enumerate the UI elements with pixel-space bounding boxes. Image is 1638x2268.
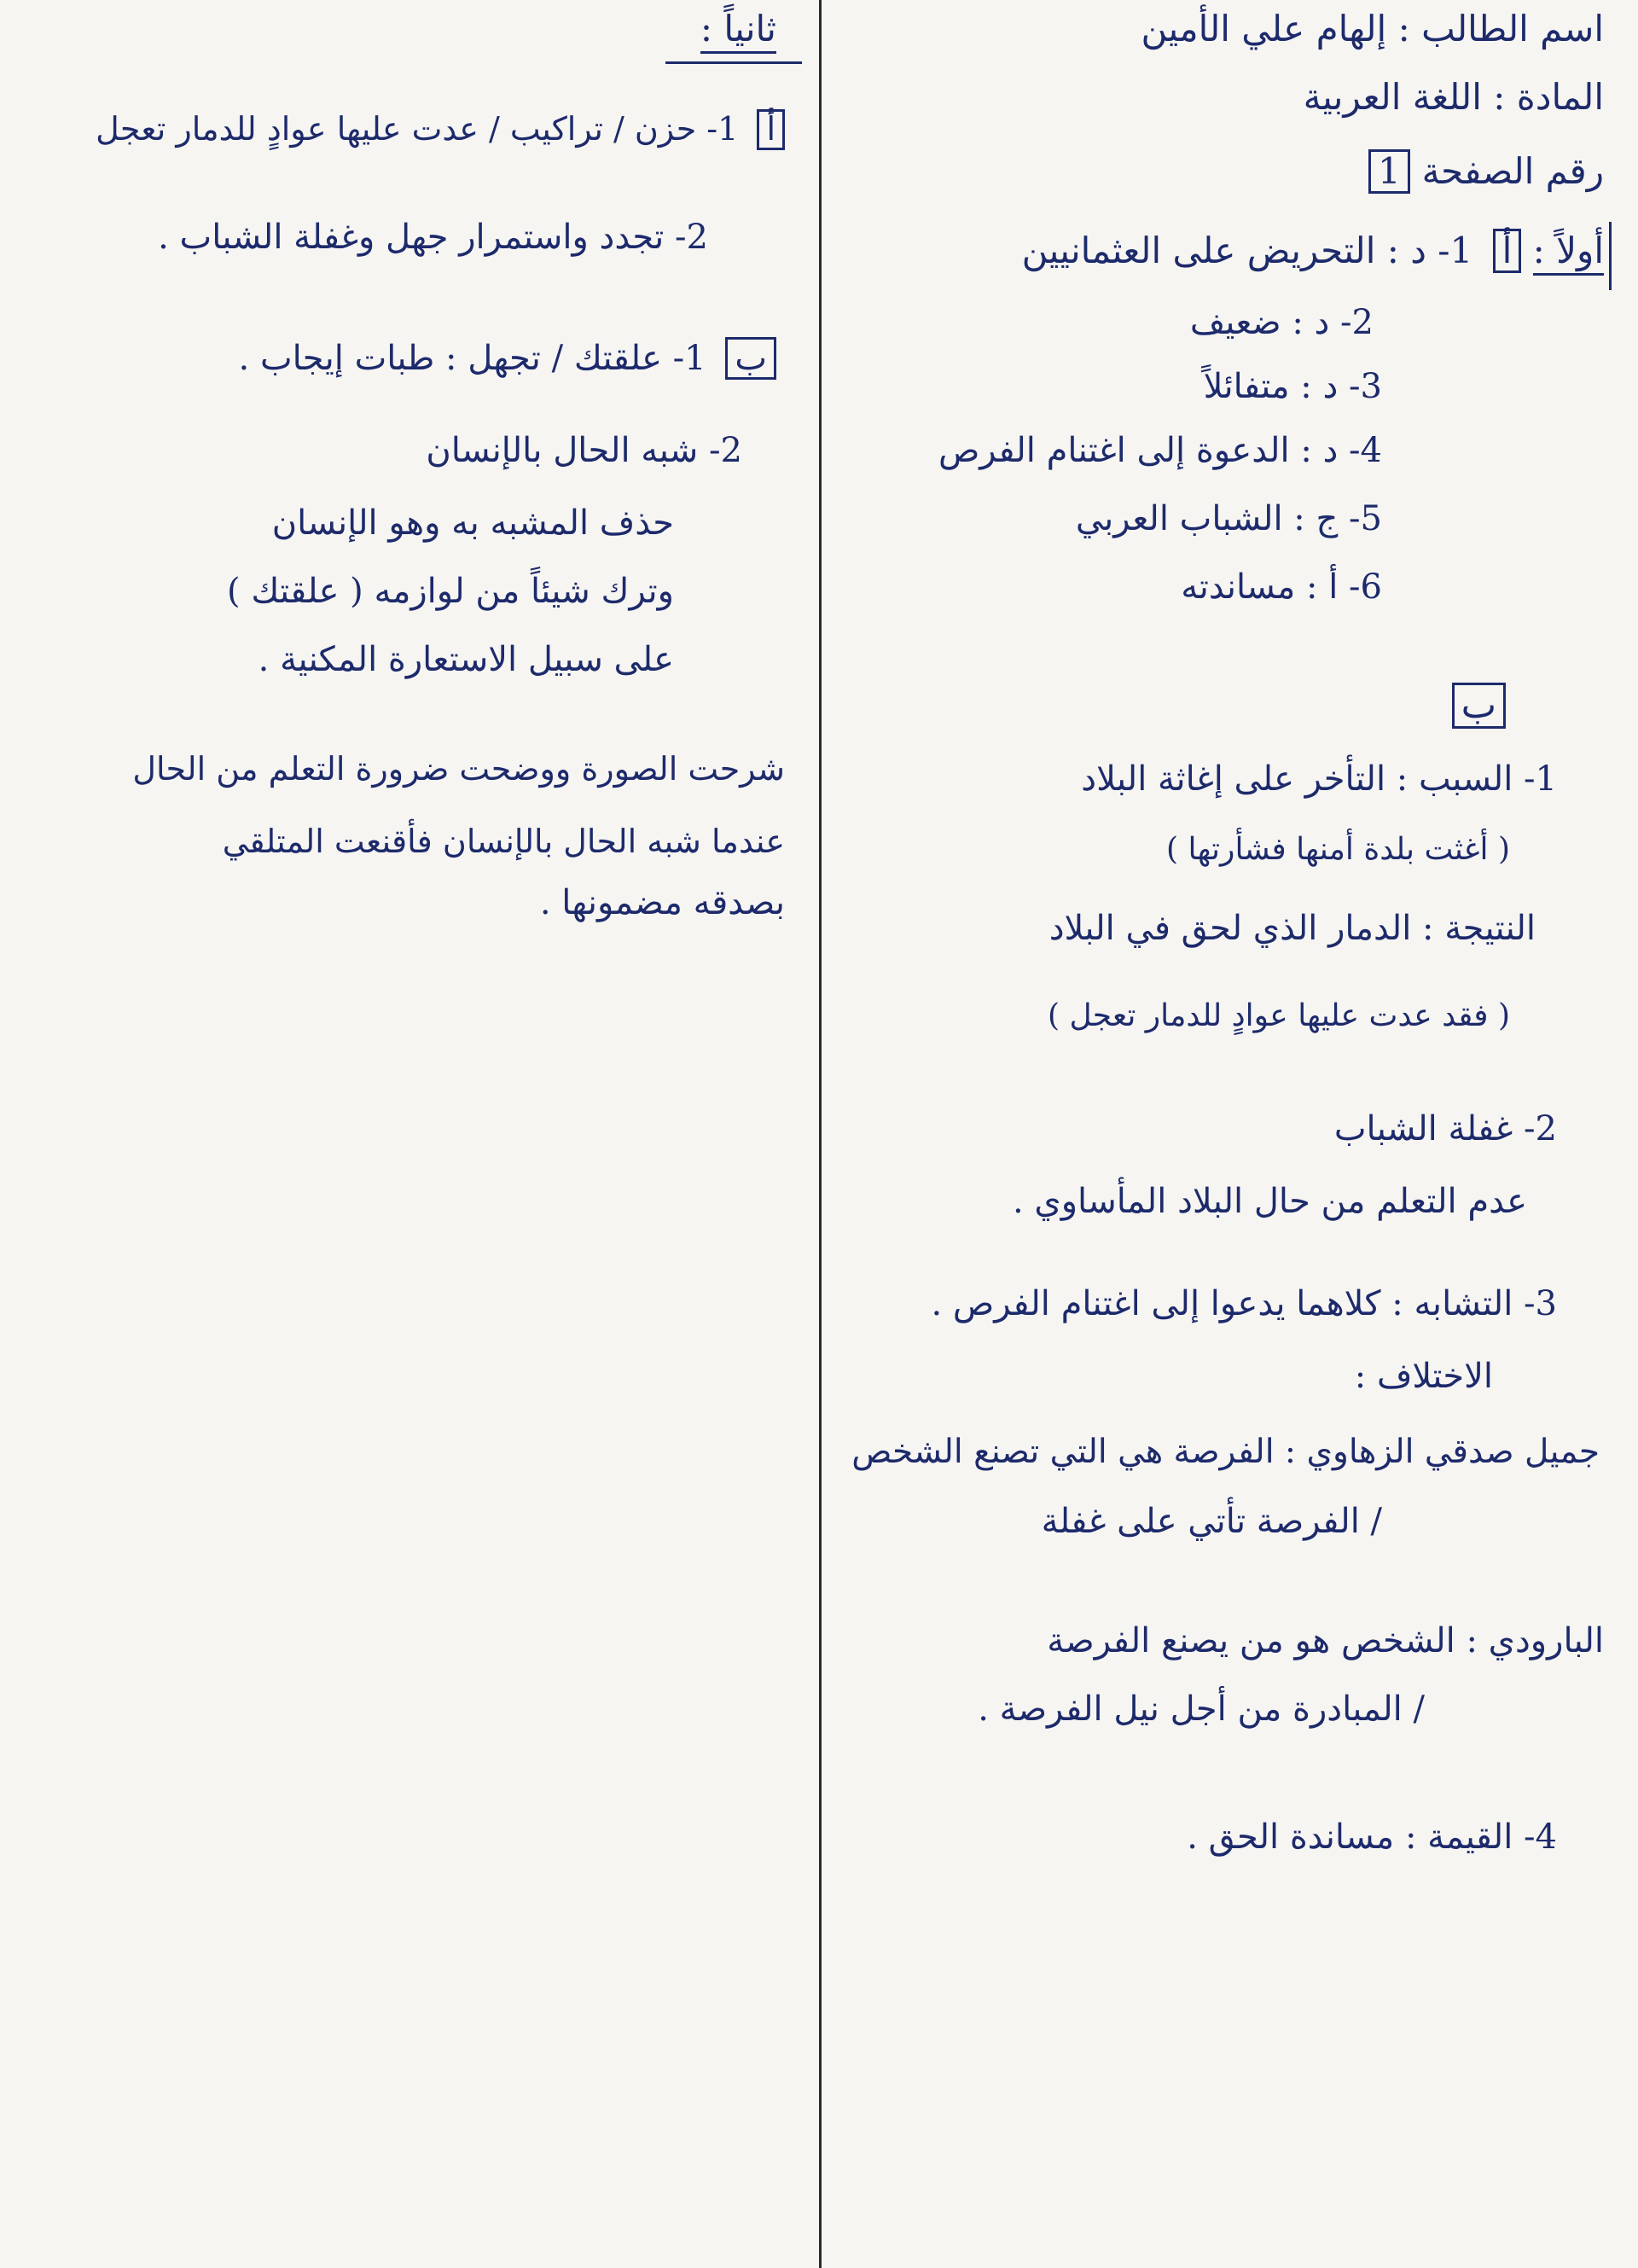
section2-title-underline xyxy=(665,61,802,64)
section2-b-line-4: وترك شيئاً من لوازمه ( علقتك ) xyxy=(227,572,674,611)
section2-b-line-7: عندما شبه الحال بالإنسان فأقنعت المتلقي xyxy=(222,823,785,860)
section1-b-line-8: الاختلاف : xyxy=(1354,1357,1493,1396)
section2-a-line-2: 2- تجدد واستمرار جهل وغفلة الشباب . xyxy=(158,218,708,257)
section2-title: ثانياً : xyxy=(700,9,776,49)
section1-b-line-6: عدم التعلم من حال البلاد المأساوي . xyxy=(1012,1182,1527,1221)
section1-b-line-7: 3- التشابه : كلاهما يدعوا إلى اغتنام الفرص . xyxy=(931,1284,1557,1323)
subject-line: المادة : اللغة العربية xyxy=(1303,76,1604,118)
section1-a-item-2: 2- د : ضعيف xyxy=(1189,303,1374,342)
section1-a-item-3: 3- د : متفائلاً xyxy=(1203,367,1382,406)
column-divider xyxy=(819,0,822,2268)
section1-b-line-2: ( أغثت بلدة أمنها فشأرتها ) xyxy=(1165,832,1510,867)
section1-b-line-13: 4- القيمة : مساندة الحق . xyxy=(1187,1817,1557,1857)
section2-b-line-1: ب 1- علقتك / تجهل : طبات إيجاب . xyxy=(239,337,776,380)
section1-b-box: ب xyxy=(1452,683,1506,729)
section2-b-line-2: 2- شبه الحال بالإنسان xyxy=(426,431,742,470)
section1-b-line-5: 2- غفلة الشباب xyxy=(1333,1109,1557,1149)
section1-b-line-12: / المبادرة من أجل نيل الفرصة . xyxy=(978,1689,1425,1729)
section1-a-item-5: 5- ج : الشباب العربي xyxy=(1075,499,1382,538)
section1-b-line-9: جميل صدقي الزهاوي : الفرصة هي التي تصنع الشخص xyxy=(851,1433,1600,1471)
section1-b-line-3: النتيجة : الدمار الذي لحق في البلاد xyxy=(1048,909,1536,948)
section2-a-box: أ xyxy=(757,109,785,150)
section1-a-box: أ xyxy=(1493,229,1522,273)
section2-b-box: ب xyxy=(725,337,776,380)
section2-b-line-3: حذف المشبه به وهو الإنسان xyxy=(271,503,674,543)
section2-b-line-8: بصدقه مضمونها . xyxy=(539,883,785,922)
section1-a-item-6: 6- أ : مساندته xyxy=(1181,567,1382,607)
section1-b-line-4: ( فقد عدت عليها عوادٍ للدمار تعجل ) xyxy=(1047,998,1510,1033)
section1-a-item-1: أولاً : أ 1- د : التحريض على العثمانيين xyxy=(1022,229,1604,273)
page-number-line: رقم الصفحة 1 xyxy=(1360,149,1604,194)
page-number-box: 1 xyxy=(1368,149,1410,194)
section1-b-line-1: 1- السبب : التأخر على إغاثة البلاد xyxy=(1081,759,1557,799)
section2-b-line-5: على سبيل الاستعارة المكنية . xyxy=(258,640,674,679)
section1-right-edge-mark xyxy=(1609,222,1612,290)
section1-b-line-10: / الفرصة تأتي على غفلة xyxy=(1041,1502,1382,1541)
section1-b-heading xyxy=(1443,683,1506,729)
section2-b-line-6: شرحت الصورة ووضحت ضرورة التعلم من الحال xyxy=(132,750,785,788)
student-name-line: اسم الطالب : إلهام علي الأمين xyxy=(1141,8,1604,49)
section1-title: أولاً : xyxy=(1533,230,1604,276)
section1-a-item-4: 4- د : الدعوة إلى اغتنام الفرص xyxy=(938,431,1382,470)
section1-b-line-11: البارودي : الشخص هو من يصنع الفرصة xyxy=(1047,1621,1604,1660)
section2-a-line-1: أ 1- حزن / تراكيب / عدت عليها عوادٍ للدمار تعجل xyxy=(96,109,785,150)
